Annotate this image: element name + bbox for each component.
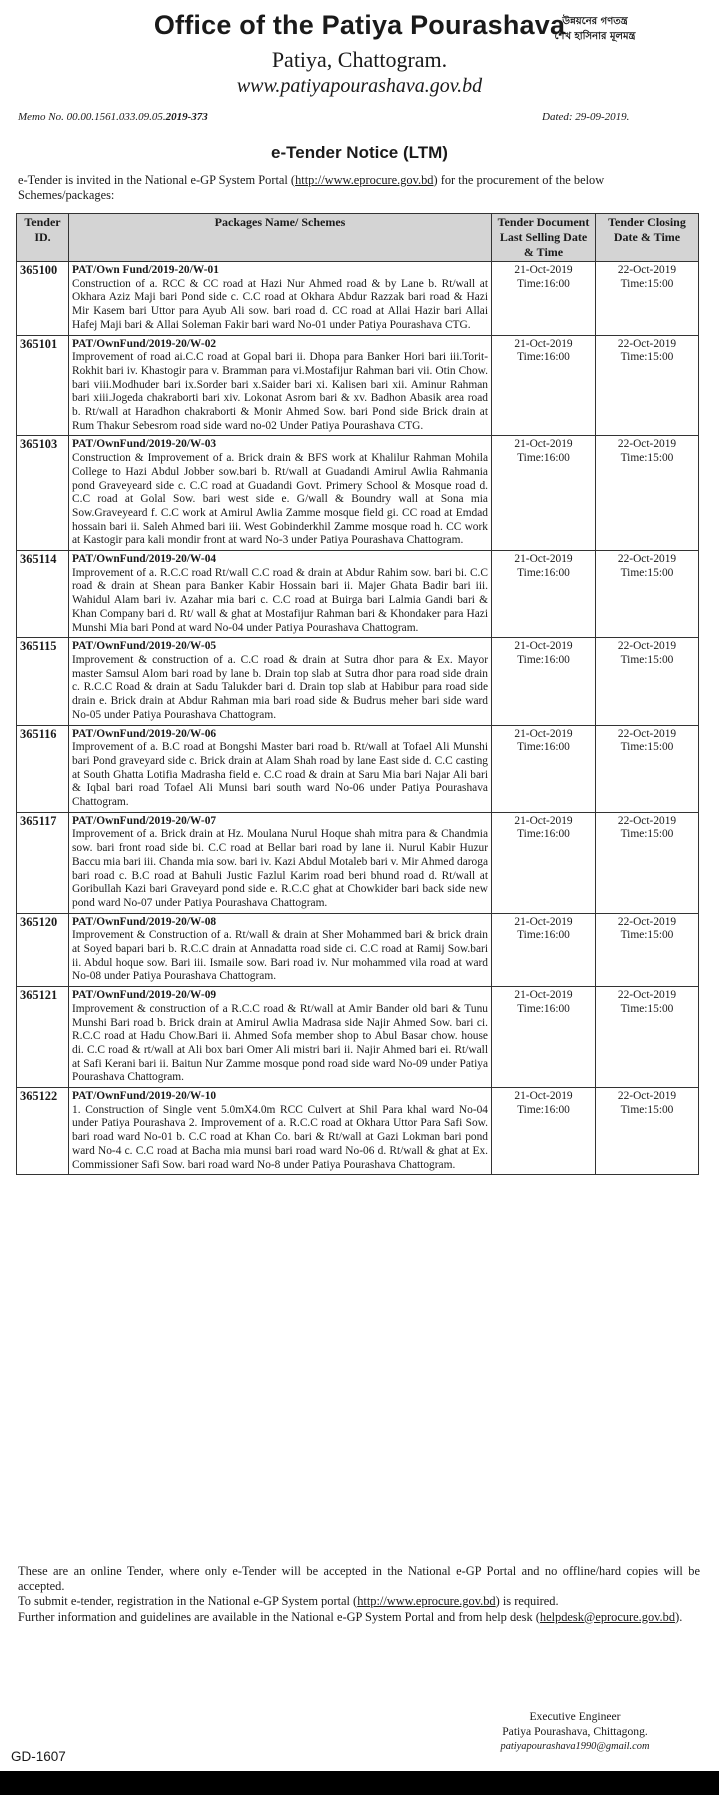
last-selling-date: 21-Oct-2019 [514, 264, 573, 276]
memo-prefix: Memo No. 00.00.1561.033.09.05. [18, 111, 166, 123]
package-cell [69, 262, 492, 336]
last-selling-time: Time:16:00 [517, 351, 570, 364]
last-selling-date: 21-Oct-2019 [514, 989, 573, 1002]
table-row [17, 638, 699, 725]
package-description: 1. Construction of Single vent 5.0mX4.0m RCC Culvert at Shil Para khal ward No-04 under Patiya Pourashava 2. Improvement of a. R.C.C road at Okhara Uttor Para Safi Sow. bari road ward No-01 b. C.C road at Khan Co. bari & Rt/wall at Gazi Lokman bari pond ward No-4 c. C.C road at Bacha mia munsi bari road ward No-06 d. Rt/wall & ghat at Ex. Commissioner Safi Sow. bari road ward No-8 under Patiya Pourashava Chattogram. [72, 1103, 488, 1171]
closing-date: 22-Oct-2019 [617, 264, 677, 276]
package-cell [69, 638, 492, 725]
last-selling-cell [492, 335, 596, 436]
table-row [17, 812, 699, 913]
package-code: PAT/OwnFund/2019-20/W-08 [72, 915, 217, 928]
closing-cell [596, 725, 699, 812]
footer-line-2 [18, 1594, 700, 1609]
package-description: Improvement of road ai.C.C road at Gopal bari ii. Dhopa para Banker Hori bari iii.Torit- Rokhit bari iv. Khastogir para v. Bramman para vi.Mostafijur Rahman bari vii. Otin Chow. bari viii.Modhuder bari ix.Sorder bari x.Saider bari xi. Kalisen bari xii. Aminur Rahman bari xiii.Jogeda chakraborti bari xiv. Lokonat Asrom bari & xv. Badhon Abasik area road b. Rt/wall at Haradhon chakraborti & Monir Ahmed Sow. bari Pond side Brick drain at Rum Thakur Sebesrom road side ward no-02 Under Patiya Pourashava CTG. [72, 351, 488, 432]
closing-time: Time:15:00 [620, 452, 674, 465]
header-closing: Tender Closing Date & Time [596, 214, 699, 262]
tender-id-cell: 365115 [17, 638, 69, 725]
last-selling-time: Time:16:00 [517, 929, 570, 942]
last-selling-cell [492, 725, 596, 812]
closing-date: 22-Oct-2019 [617, 438, 677, 451]
table-row [17, 335, 699, 436]
package-description: Improvement & Construction of a. Rt/wall & drain at Sher Mohammed bari & brick drain at Soyed bapari bari b. R.C.C drain at Annadatta road side ci. C.C road at Ramij Sow.bari ii. Abdul hoque sow. Bari iii. Ismaile sow. Bari road iv. Nur mohammed vila road at ward No-08 under Patiya Pourashava Chattogram. [72, 929, 488, 983]
package-code: PAT/OwnFund/2019-20/W-04 [72, 553, 217, 566]
header-tender-id: Tender ID. [17, 214, 69, 262]
table-row [17, 725, 699, 812]
closing-date: 22-Oct-2019 [617, 640, 677, 653]
last-selling-time: Time:16:00 [517, 452, 570, 465]
last-selling-time: Time:16:00 [517, 741, 570, 754]
last-selling-time: Time:16:00 [517, 566, 570, 579]
footer-line-2-end: ) is required. [495, 1594, 559, 1609]
last-selling-date: 21-Oct-2019 [514, 814, 573, 827]
intro-paragraph [18, 173, 698, 203]
last-selling-time: Time:16:00 [517, 1103, 570, 1116]
last-selling-date: 21-Oct-2019 [514, 438, 573, 451]
closing-cell [596, 638, 699, 725]
package-code: PAT/OwnFund/2019-20/W-02 [72, 337, 217, 350]
package-code: PAT/Own Fund/2019-20/W-01 [72, 264, 219, 276]
closing-date: 22-Oct-2019 [617, 1090, 677, 1103]
last-selling-time: Time:16:00 [517, 828, 570, 841]
last-selling-cell [492, 551, 596, 638]
last-selling-cell [492, 913, 596, 987]
table-row [17, 551, 699, 638]
last-selling-date: 21-Oct-2019 [514, 640, 573, 653]
table-row [17, 913, 699, 987]
tender-id-cell: 365117 [17, 812, 69, 913]
package-code: PAT/OwnFund/2019-20/W-10 [72, 1090, 217, 1103]
closing-date: 22-Oct-2019 [617, 814, 677, 827]
package-cell [69, 913, 492, 987]
closing-cell [596, 987, 699, 1088]
package-description: Improvement of a. B.C road at Bongshi Master bari road b. Rt/wall at Tofael Ali Munshi bari Pond graveyard side c. Brick drain at Alam Shah road by lane East side d. C.C casting at South Ghatta Lotifia Madrasha field e. C.C road & drain at Saru Mia bari Najar Ali bari & Iqbal bari road Tofael Ali Munsi bari south ward No-06 under Patiya Pourashava Chattogram. [72, 741, 488, 809]
notice-title: e-Tender Notice (LTM) [271, 143, 448, 162]
tender-table [16, 213, 699, 1175]
package-cell [69, 436, 492, 551]
last-selling-cell [492, 812, 596, 913]
closing-time: Time:15:00 [620, 566, 674, 579]
package-description: Improvement of a. R.C.C road Rt/wall C.C road & drain at Abdur Rahim sow. bari bi. C.C road & drain at Shean para Banker Kabir Hossain bari ii. Majer Ghata Badir bari iii. Wahidul Alam bari iv. Azahar mia bari c. C.C road at Buirga bari Lalmia Gandi bari & Khan Company bari d. Rt/ wall & ghat at Mostafijur Rahman bari & Khondaker para Hazi Munshi Mia bari Pond at ward No-04 under Patiya Pourashava Chattogram. [72, 566, 488, 634]
memo-number-bold: 2019-373 [165, 111, 208, 123]
tender-id-cell: 365120 [17, 913, 69, 987]
last-selling-cell [492, 987, 596, 1088]
last-selling-date: 21-Oct-2019 [514, 337, 573, 350]
package-code: PAT/OwnFund/2019-20/W-06 [72, 727, 217, 740]
package-code: PAT/OwnFund/2019-20/W-05 [72, 640, 217, 653]
last-selling-time: Time:16:00 [517, 1002, 570, 1015]
package-description: Improvement & construction of a. C.C road & drain at Sutra dhor para & Ex. Mayor master Samsul Alom bari road by lane b. Drain top slab at Sutra dhor para road side drain c. R.C.C Road & drain at Sadu Talukder bari d. Drain top slab at Habibur para road side drain e. Brick drain at Abdur Rahman mia bari road side & Budrus meher bari side ward No-05 under Patiya Pourashava Chattogram. [72, 653, 488, 721]
table-row [17, 436, 699, 551]
tender-id-cell: 365103 [17, 436, 69, 551]
closing-cell [596, 335, 699, 436]
closing-time: Time:15:00 [620, 828, 674, 841]
last-selling-date: 21-Oct-2019 [514, 553, 573, 566]
package-description: Construction & Improvement of a. Brick drain & BFS work at Khalilur Rahman Mohila College to Hazi Abdul Jobber sow.bari b. Rt/wall at Guadandi Amirul Awlia Rahmania pond Graveyeard side c. C.C road at Guadandi Govt. Primery School & Mosque road d. C.C road at Golal Sow. bari west side e. G/wall & Boundry wall at Sona mia Sow.Graveyeard f. C.C work at Amirul Awlia Zamme mosque field gi. CC road at Emdad hossain bari ii. Saleh Ahmed bari iii. West Gobinderkhil Zamme mosque road h. CC work at Kastogir para kali mondir front at ward No-3 under Patiya Pourashava Chattogram. [72, 452, 488, 547]
tender-id-cell: 365122 [17, 1088, 69, 1175]
last-selling-date: 21-Oct-2019 [514, 915, 573, 928]
intro-text-start: e-Tender is invited in the National e-GP System Portal ( [18, 173, 296, 187]
slogan-line-1: উন্নয়নের গণতন্ত্র [562, 16, 628, 27]
last-selling-time: Time:16:00 [517, 277, 570, 290]
table-row [17, 987, 699, 1088]
helpdesk-email-link[interactable]: helpdesk@eprocure.gov.bd [539, 1609, 676, 1624]
tender-id-cell: 365116 [17, 725, 69, 812]
last-selling-cell [492, 638, 596, 725]
package-code: PAT/OwnFund/2019-20/W-09 [72, 989, 217, 1002]
package-cell [69, 812, 492, 913]
closing-time: Time:15:00 [620, 1002, 674, 1015]
closing-time: Time:15:00 [620, 929, 674, 942]
package-description: Improvement of a. Brick drain at Hz. Moulana Nurul Hoque shah mitra para & Chandmia sow. bari front road side bi. C.C road at Bellar bari road by lane ii. Nurul Kabir Huzur Baccu mia bari iii. Chanda mia sow. bari iv. Kazi Abdul Motaleb bari v. Mir Ahmed daroga bari road c. B.C road at Bahuli Justic Fazlul Karim road beri bhund road d. Rt/wall at Goribullah Kazi bari Graveyard pond side e. R.C.C ghat at Chowkider bari back side new pond ward No-07 under Patiya Pourashava Chattogram. [72, 828, 488, 909]
closing-date: 22-Oct-2019 [617, 915, 677, 928]
closing-date: 22-Oct-2019 [617, 727, 677, 740]
package-code: PAT/OwnFund/2019-20/W-07 [72, 814, 217, 827]
office-location: Patiya, Chattogram. [271, 47, 448, 72]
intro-text-end: ) for the procurement of the below Schemes/packages: [18, 173, 605, 202]
closing-cell [596, 436, 699, 551]
closing-time: Time:15:00 [620, 1103, 674, 1116]
package-cell [69, 1088, 492, 1175]
header-packages: Packages Name/ Schemes [69, 214, 492, 262]
package-cell [69, 335, 492, 436]
signature-block [475, 1709, 675, 1754]
closing-time: Time:15:00 [620, 653, 674, 666]
package-description: Improvement & construction of a R.C.C road & Rt/wall at Amir Bander old bari & Tunu Munshi Bari road b. Brick drain at Amirul Awlia Madrasa side Najir Ahmed Sow. bari ci. R.C.C road at Hadu Chow.Bari ii. Ahmed Sofa member shop to Abul Basar chow. house di. C.C road & rt/wall at Ali box bari Omer Ali mistri bari ii. Najir Ahmed bari ei. Rt/wall at Safi Kerani bari ii. Baitun Nur Zamme mosque pond road side ward No-09 under Patiya Pourashava Chattogram. [72, 1002, 488, 1084]
memo-date: Dated: 29-09-2019. [542, 111, 630, 123]
last-selling-cell [492, 1088, 596, 1175]
closing-date: 22-Oct-2019 [617, 337, 677, 350]
signatory-email[interactable]: patiyapourashava1990@gmail.com [500, 1741, 650, 1752]
footer-line-3-end: ). [675, 1609, 683, 1624]
footer-notes [18, 1564, 700, 1625]
closing-date: 22-Oct-2019 [617, 989, 677, 1002]
closing-time: Time:15:00 [620, 351, 674, 364]
table-header-row [17, 214, 699, 262]
slogan [547, 14, 643, 44]
footer-line-3 [18, 1610, 700, 1625]
closing-date: 22-Oct-2019 [617, 553, 677, 566]
footer-line-3-start: Further information and guidelines are available in the National e-GP System Portal and from help desk ( [18, 1609, 540, 1624]
office-website: www.patiyapourashava.gov.bd [236, 75, 483, 97]
memo-number [18, 111, 208, 123]
table-row [17, 1088, 699, 1175]
tender-id-cell: 365114 [17, 551, 69, 638]
closing-cell [596, 812, 699, 913]
slogan-line-2: শেখ হাসিনার মূলমন্ত্র [554, 31, 636, 42]
last-selling-time: Time:16:00 [517, 653, 570, 666]
footer-line-2-start: To submit e-tender, registration in the National e-GP System portal ( [18, 1594, 358, 1609]
header-last-selling: Tender Document Last Selling Date & Time [492, 214, 596, 262]
signatory-designation: Executive Engineer [529, 1710, 621, 1723]
closing-cell [596, 262, 699, 336]
footer-line-1: These are an online Tender, where only e-Tender will be accepted in the National e-GP Portal and no offline/hard copies will be accepted. [18, 1564, 700, 1594]
package-cell [69, 987, 492, 1088]
office-title: Office of the Patiya Pourashava [153, 10, 566, 40]
package-cell [69, 551, 492, 638]
gd-code: GD-1607 [11, 1749, 66, 1764]
package-cell [69, 725, 492, 812]
closing-cell [596, 1088, 699, 1175]
tender-id-cell: 365121 [17, 987, 69, 1088]
eprocure-link[interactable]: http://www.eprocure.gov.bd [295, 173, 434, 187]
closing-time: Time:15:00 [620, 741, 674, 754]
table-row [17, 262, 699, 336]
closing-cell [596, 551, 699, 638]
last-selling-cell [492, 436, 596, 551]
package-code: PAT/OwnFund/2019-20/W-03 [72, 438, 217, 451]
last-selling-cell [492, 262, 596, 336]
footer-eprocure-link[interactable]: http://www.eprocure.gov.bd [357, 1594, 496, 1609]
closing-time: Time:15:00 [620, 277, 674, 290]
signatory-office: Patiya Pourashava, Chittagong. [502, 1725, 648, 1738]
last-selling-date: 21-Oct-2019 [514, 1090, 573, 1103]
tender-table-body [17, 262, 699, 1175]
tender-id-cell: 365100 [17, 262, 69, 336]
closing-cell [596, 913, 699, 987]
last-selling-date: 21-Oct-2019 [514, 727, 573, 740]
bottom-black-bar [0, 1771, 719, 1795]
tender-id-cell: 365101 [17, 335, 69, 436]
package-description: Construction of a. RCC & CC road at Hazi Nur Ahmed road & by Lane b. Rt/wall at Okhara Aziz Maji bari Pond side c. C.C road at Okhara Abdur Razzak bari road & Hazi Mir Kasem bari Uttor para Ayub Ali sow. bari road d. CC road at Allai Hazir bari Allai Hafej Maji bari & Allai Soleman Fakir bari ward No-01 under Patiya Pourashava CTG. [72, 277, 488, 331]
